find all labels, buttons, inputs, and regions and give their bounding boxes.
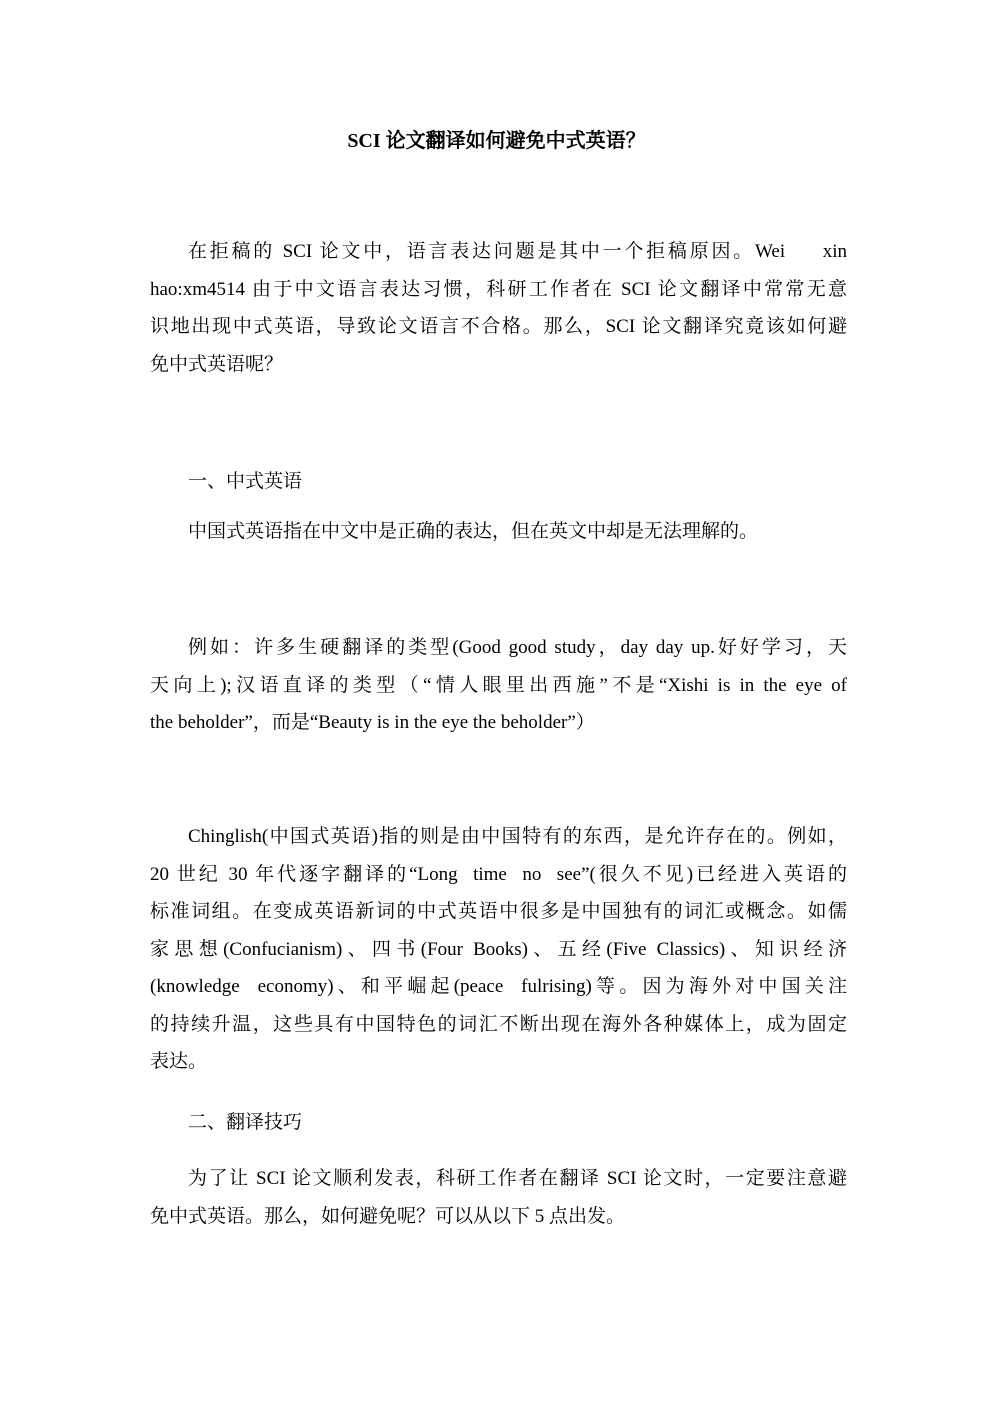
chinglish-line-7: 表达。	[150, 1051, 208, 1072]
example-line-2: 天向上);汉语直译的类型（“情人眼里出西施”不是“Xishi is in the eye of	[150, 674, 847, 696]
intro-line-1: 在拒稿的 SCI 论文中，语言表达问题是其中一个拒稿原因。Wei xin	[188, 241, 847, 262]
document-title: SCI 论文翻译如何避免中式英语？	[347, 130, 646, 152]
section2-heading: 二、翻译技巧	[188, 1112, 303, 1133]
tips-paragraph	[150, 1160, 847, 1235]
chinglish-line-1: Chinglish(中国式英语)指的则是由中国特有的东西，是允许存在的。例如，	[188, 826, 847, 847]
tips-line-2: 免中式英语。那么，如何避免呢？可以从以下 5 点出发。	[150, 1205, 626, 1227]
example-paragraph	[150, 629, 847, 742]
tips-line-1: 为了让 SCI 论文顺利发表，科研工作者在翻译 SCI 论文时，一定要注意避	[188, 1168, 847, 1189]
section2-heading-block	[150, 1104, 847, 1142]
intro-line-4: 免中式英语呢？	[150, 353, 284, 375]
section1-heading-block	[150, 463, 847, 501]
intro-paragraph	[150, 233, 847, 383]
intro-line-2: hao:xm4514 由于中文语言表达习惯，科研工作者在 SCI 论文翻译中常常无意	[150, 278, 847, 300]
section1-heading: 一、中式英语	[188, 471, 303, 492]
example-line-1: 例如：许多生硬翻译的类型(Good good study，day day up.好好学习，天	[188, 637, 847, 658]
chinglish-line-6: 的持续升温，这些具有中国特色的词汇不断出现在海外各种媒体上，成为固定	[150, 1013, 847, 1035]
chinglish-paragraph	[150, 818, 847, 1081]
example-line-3: the beholder”，而是“Beauty is in the eye the beholder”）	[150, 712, 595, 733]
definition-line: 中国式英语指在中文中是正确的表达，但在英文中却是无法理解的。	[188, 521, 759, 542]
chinglish-line-5: (knowledge economy)、和平崛起(peace fulrising)等。因为海外对中国关注	[150, 976, 847, 997]
chinglish-line-2: 20 世纪 30 年代逐字翻译的“Long time no see”(很久不见)已经进入英语的	[150, 863, 847, 885]
definition-block	[150, 513, 847, 551]
intro-line-3: 识地出现中式英语，导致论文语言不合格。那么，SCI 论文翻译究竟该如何避	[150, 316, 847, 337]
chinglish-line-4: 家思想(Confucianism)、四书(Four Books)、五经(Five Classics)、知识经济	[150, 938, 847, 960]
chinglish-line-3: 标准词组。在变成英语新词的中式英语中很多是中国独有的词汇或概念。如儒	[150, 901, 847, 922]
